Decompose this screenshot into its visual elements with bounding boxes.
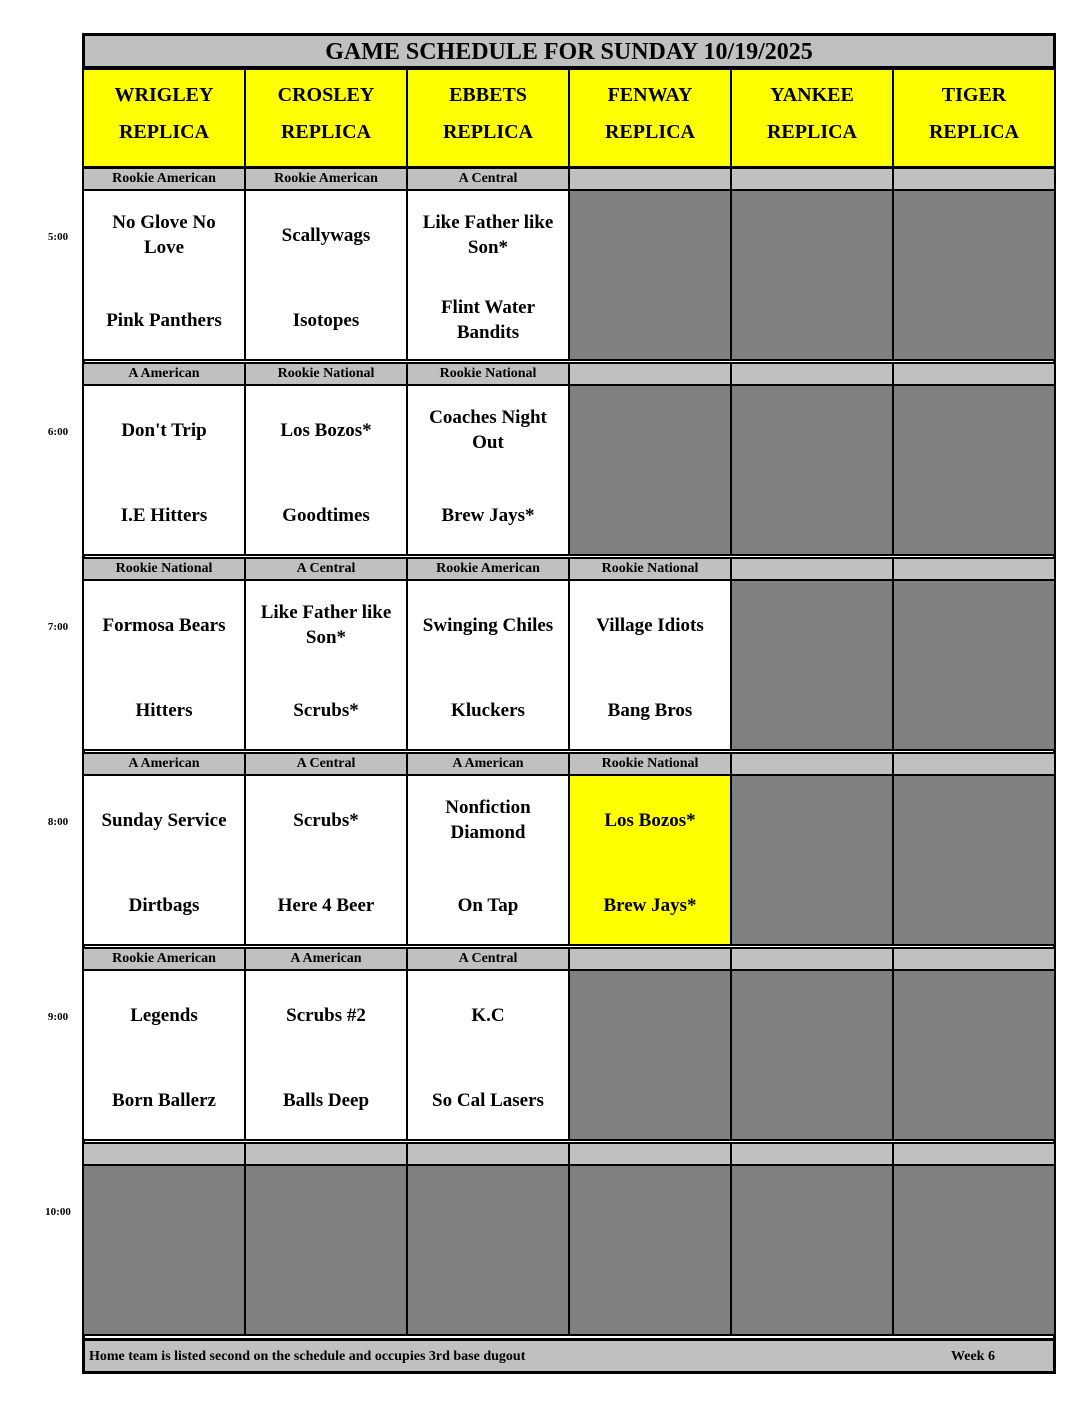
division-label	[892, 362, 1056, 386]
home-team: Hitters	[135, 699, 193, 721]
game-cell	[568, 579, 732, 751]
game-cell	[244, 384, 408, 556]
division-label	[568, 1142, 732, 1166]
game-cell	[244, 774, 408, 946]
division-label	[730, 167, 894, 191]
empty-slot	[568, 969, 732, 1141]
game-cell	[244, 579, 408, 751]
field-header-ebbets	[406, 68, 570, 168]
division-label: A American	[82, 752, 246, 776]
division-label: Rookie American	[82, 167, 246, 191]
empty-slot	[82, 1164, 246, 1336]
field-subtitle: REPLICA	[118, 121, 209, 143]
home-team: Isotopes	[292, 309, 360, 331]
time-label: 10:00	[45, 1206, 71, 1218]
home-team: On Tap	[457, 894, 519, 916]
division-label: Rookie National	[82, 557, 246, 581]
empty-slot	[730, 969, 894, 1141]
away-team: Don't Trip	[121, 419, 207, 441]
empty-slot	[730, 579, 894, 751]
field-header-tiger	[892, 68, 1056, 168]
division-label: Rookie National	[406, 362, 570, 386]
division-label: Rookie National	[568, 752, 732, 776]
division-label: A Central	[406, 947, 570, 971]
field-header-crosley	[244, 68, 408, 168]
empty-slot	[892, 579, 1056, 751]
empty-slot	[892, 969, 1056, 1141]
empty-slot	[730, 189, 894, 361]
division-label: A Central	[406, 167, 570, 191]
field-name: WRIGLEY	[114, 84, 214, 106]
away-team: Like Father like Son*	[260, 602, 392, 648]
field-subtitle: REPLICA	[604, 121, 695, 143]
empty-slot	[892, 774, 1056, 946]
division-label: Rookie National	[244, 362, 408, 386]
division-label	[892, 557, 1056, 581]
week-label: Week 6	[951, 1349, 995, 1364]
home-team: Goodtimes	[282, 504, 370, 526]
field-subtitle: REPLICA	[442, 121, 533, 143]
time-label: 7:00	[47, 621, 69, 633]
field-subtitle: REPLICA	[280, 121, 371, 143]
home-team: Brew Jays*	[441, 504, 535, 526]
division-label	[892, 752, 1056, 776]
field-header-wrigley	[82, 68, 246, 168]
field-subtitle: REPLICA	[766, 121, 857, 143]
division-label: Rookie National	[568, 557, 732, 581]
home-team: So Cal Lasers	[432, 1089, 544, 1111]
field-name: YANKEE	[770, 84, 854, 106]
empty-slot	[892, 189, 1056, 361]
division-label: A American	[244, 947, 408, 971]
division-label: A Central	[244, 557, 408, 581]
division-label	[82, 1142, 246, 1166]
away-team: Formosa Bears	[102, 614, 226, 636]
away-team: Swinging Chiles	[422, 614, 554, 636]
home-team: Here 4 Beer	[277, 894, 375, 916]
game-cell	[406, 774, 570, 946]
division-label: Rookie American	[244, 167, 408, 191]
empty-slot	[568, 384, 732, 556]
away-team: Nonfiction Diamond	[445, 797, 531, 843]
division-label: Rookie American	[82, 947, 246, 971]
division-label	[730, 947, 894, 971]
game-cell	[82, 189, 246, 361]
home-team: Flint Water Bandits	[440, 297, 536, 343]
empty-slot	[406, 1164, 570, 1336]
away-team: No Glove No Love	[112, 212, 216, 258]
empty-slot	[730, 384, 894, 556]
field-header-fenway	[568, 68, 732, 168]
time-label: 8:00	[47, 816, 69, 828]
away-team: Scrubs #2	[286, 1004, 366, 1026]
field-name: TIGER	[941, 84, 1007, 106]
division-label: A American	[406, 752, 570, 776]
field-header-yankee	[730, 68, 894, 168]
division-label	[730, 1142, 894, 1166]
field-name: EBBETS	[449, 84, 527, 106]
division-label	[568, 167, 732, 191]
division-label: Rookie American	[406, 557, 570, 581]
time-label: 6:00	[47, 426, 69, 438]
empty-slot	[730, 1164, 894, 1336]
home-team: Scrubs*	[293, 699, 359, 721]
away-team: Scallywags	[281, 224, 371, 246]
game-cell	[406, 189, 570, 361]
time-label: 9:00	[47, 1011, 69, 1023]
home-team: Pink Panthers	[106, 309, 222, 331]
empty-slot	[730, 774, 894, 946]
home-team: Dirtbags	[128, 894, 200, 916]
home-team: Kluckers	[451, 699, 525, 721]
division-label: A American	[82, 362, 246, 386]
division-label	[892, 947, 1056, 971]
division-label	[892, 1142, 1056, 1166]
empty-slot	[568, 1164, 732, 1336]
field-name: FENWAY	[607, 84, 693, 106]
empty-slot	[568, 189, 732, 361]
footer	[82, 1338, 1056, 1374]
home-team: I.E Hitters	[120, 504, 208, 526]
division-label	[568, 362, 732, 386]
game-cell	[406, 384, 570, 556]
away-team: K.C	[471, 1004, 505, 1026]
time-label: 5:00	[47, 231, 69, 243]
empty-slot	[892, 1164, 1056, 1336]
game-cell	[406, 579, 570, 751]
away-team: Legends	[130, 1004, 198, 1026]
game-cell	[82, 969, 246, 1141]
division-label	[406, 1142, 570, 1166]
home-team: Balls Deep	[282, 1089, 370, 1111]
away-team: Los Bozos*	[604, 809, 696, 831]
division-label	[730, 752, 894, 776]
home-team: Born Ballerz	[112, 1089, 216, 1111]
game-cell	[82, 384, 246, 556]
away-team: Coaches Night Out	[429, 407, 547, 453]
field-name: CROSLEY	[277, 84, 375, 106]
division-label	[892, 167, 1056, 191]
game-cell	[82, 579, 246, 751]
home-team: Bang Bros	[607, 699, 693, 721]
game-cell	[244, 969, 408, 1141]
game-cell	[406, 969, 570, 1141]
away-team: Scrubs*	[293, 809, 359, 831]
division-label	[568, 947, 732, 971]
away-team: Sunday Service	[101, 809, 227, 831]
page-title: GAME SCHEDULE FOR SUNDAY 10/19/2025	[82, 33, 1056, 69]
game-cell	[82, 774, 246, 946]
division-label	[244, 1142, 408, 1166]
game-cell	[244, 189, 408, 361]
empty-slot	[892, 384, 1056, 556]
home-team: Brew Jays*	[603, 894, 697, 916]
away-team: Like Father like Son*	[422, 212, 554, 258]
empty-slot	[244, 1164, 408, 1336]
footer-note: Home team is listed second on the schedule and occupies 3rd base dugout	[89, 1349, 526, 1364]
division-label	[730, 557, 894, 581]
field-subtitle: REPLICA	[928, 121, 1019, 143]
away-team: Village Idiots	[596, 614, 704, 636]
game-cell	[568, 774, 732, 946]
division-label	[730, 362, 894, 386]
division-label: A Central	[244, 752, 408, 776]
away-team: Los Bozos*	[280, 419, 372, 441]
